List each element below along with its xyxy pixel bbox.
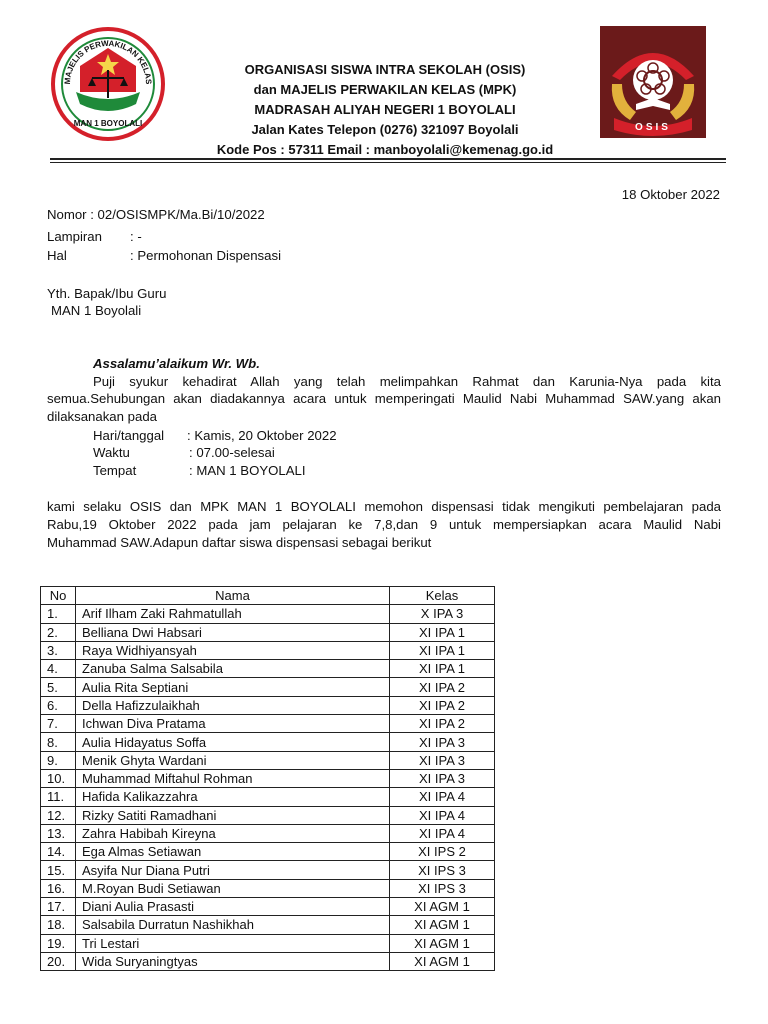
student-name: Asyifa Nur Diana Putri	[76, 861, 390, 879]
letterhead	[170, 60, 600, 160]
student-name: M.Royan Budi Setiawan	[76, 879, 390, 897]
student-class: XI IPA 1	[390, 623, 495, 641]
student-class: XI IPA 3	[390, 751, 495, 769]
student-class: X IPA 3	[390, 605, 495, 623]
table-row	[41, 641, 495, 659]
student-class: XI IPS 3	[390, 861, 495, 879]
student-name: Menik Ghyta Wardani	[76, 751, 390, 769]
row-number: 20.	[41, 952, 76, 970]
row-number: 16.	[41, 879, 76, 897]
letterhead-line3: MADRASAH ALIYAH NEGERI 1 BOYOLALI	[254, 102, 516, 117]
paragraph1-line3: dilaksanakan pada	[47, 409, 157, 424]
table-row	[41, 952, 495, 970]
row-number: 4.	[41, 660, 76, 678]
student-name: Hafida Kalikazzahra	[76, 788, 390, 806]
table-row	[41, 824, 495, 842]
student-class: XI IPA 1	[390, 641, 495, 659]
student-class: XI IPA 1	[390, 660, 495, 678]
row-number: 12.	[41, 806, 76, 824]
table-row	[41, 806, 495, 824]
student-class: XI IPS 3	[390, 879, 495, 897]
student-name: Della Hafizzulaikhah	[76, 696, 390, 714]
mpk-bottom-text: MAN 1 BOYOLALI	[73, 119, 143, 128]
header-no: No	[41, 587, 76, 605]
table-row	[41, 751, 495, 769]
hal-label: Hal	[47, 248, 67, 263]
student-name: Ega Almas Setiawan	[76, 843, 390, 861]
letter-date: 18 Oktober 2022	[621, 187, 720, 202]
student-name: Belliana Dwi Habsari	[76, 623, 390, 641]
student-class: XI IPA 4	[390, 824, 495, 842]
student-class: XI IPA 4	[390, 788, 495, 806]
letter-number: Nomor : 02/OSISMPK/Ma.Bi/10/2022	[47, 207, 265, 222]
row-number: 5.	[41, 678, 76, 696]
table-row	[41, 843, 495, 861]
row-number: 2.	[41, 623, 76, 641]
table-row	[41, 605, 495, 623]
student-class: XI AGM 1	[390, 934, 495, 952]
student-class: XI AGM 1	[390, 898, 495, 916]
student-name: Rizky Satiti Ramadhani	[76, 806, 390, 824]
student-class: XI AGM 1	[390, 952, 495, 970]
recipient-line2: MAN 1 Boyolali	[51, 303, 142, 318]
student-class: XI IPA 4	[390, 806, 495, 824]
student-name: Ichwan Diva Pratama	[76, 715, 390, 733]
student-name: Salsabila Durratun Nashikhah	[76, 916, 390, 934]
mpk-ring-text: MAJELIS PERWAKILAN KELAS	[62, 38, 154, 85]
table-header-row	[41, 587, 495, 605]
row-number: 8.	[41, 733, 76, 751]
waktu-value: : 07.00-selesai	[189, 445, 275, 460]
student-name: Wida Suryaningtyas	[76, 952, 390, 970]
student-name: Arif Ilham Zaki Rahmatullah	[76, 605, 390, 623]
letterhead-line1: ORGANISASI SISWA INTRA SEKOLAH (OSIS)	[244, 62, 526, 77]
table-row	[41, 788, 495, 806]
paragraph2-line3: Muhammad SAW.Adapun daftar siswa dispensasi sebagai berikut	[47, 535, 432, 550]
paragraph1-line2: semua.Sehubungan akan diadakannya acara untuk memperingati Maulid Nabi Muhammad SAW.yang akan	[47, 391, 721, 406]
row-number: 7.	[41, 715, 76, 733]
table-row	[41, 934, 495, 952]
student-table	[40, 586, 495, 971]
hari-label: Hari/tanggal	[93, 428, 165, 443]
student-class: XI IPA 3	[390, 769, 495, 787]
student-class: XI IPA 2	[390, 715, 495, 733]
letterhead-rule-thin	[50, 162, 726, 163]
table-row	[41, 733, 495, 751]
student-name: Aulia Rita Septiani	[76, 678, 390, 696]
table-row	[41, 861, 495, 879]
header-nama: Nama	[76, 587, 390, 605]
osis-logo	[600, 26, 706, 138]
row-number: 14.	[41, 843, 76, 861]
osis-ribbon-text: OSIS	[635, 122, 671, 133]
greeting: Assalamu’alaikum Wr. Wb.	[93, 356, 260, 371]
paragraph2-line2: Rabu,19 Oktober 2022 pada jam pelajaran ke 7,8,dan 9 untuk mempersiapkan acara Maulid Nabi	[47, 517, 721, 532]
student-name: Muhammad Miftahul Rohman	[76, 769, 390, 787]
tempat-label: Tempat	[93, 463, 137, 478]
row-number: 15.	[41, 861, 76, 879]
row-number: 13.	[41, 824, 76, 842]
table-row	[41, 660, 495, 678]
row-number: 1.	[41, 605, 76, 623]
student-name: Tri Lestari	[76, 934, 390, 952]
table-row	[41, 916, 495, 934]
waktu-label: Waktu	[93, 445, 130, 460]
recipient-line1: Yth. Bapak/Ibu Guru	[47, 286, 167, 301]
header-kelas: Kelas	[390, 587, 495, 605]
row-number: 11.	[41, 788, 76, 806]
student-class: XI IPA 3	[390, 733, 495, 751]
row-number: 9.	[41, 751, 76, 769]
student-name: Diani Aulia Prasasti	[76, 898, 390, 916]
student-name: Zahra Habibah Kireyna	[76, 824, 390, 842]
table-row	[41, 769, 495, 787]
hari-value: : Kamis, 20 Oktober 2022	[187, 428, 337, 443]
letterhead-line2: dan MAJELIS PERWAKILAN KELAS (MPK)	[253, 82, 517, 97]
student-class: XI IPA 2	[390, 678, 495, 696]
tempat-value: : MAN 1 BOYOLALI	[189, 463, 306, 478]
table-row	[41, 696, 495, 714]
table-row	[41, 678, 495, 696]
table-row	[41, 879, 495, 897]
mpk-logo	[50, 26, 166, 142]
row-number: 3.	[41, 641, 76, 659]
row-number: 18.	[41, 916, 76, 934]
hal-value: : Permohonan Dispensasi	[130, 248, 282, 263]
lampiran-label: Lampiran	[47, 229, 102, 244]
student-name: Raya Widhiyansyah	[76, 641, 390, 659]
paragraph2-line1: kami selaku OSIS dan MPK MAN 1 BOYOLALI memohon dispensasi tidak mengikuti pembelajaran pada	[47, 499, 721, 514]
letterhead-rule-thick	[50, 158, 726, 160]
letterhead-line5: Kode Pos : 57311 Email : manboyolali@kemenag.go.id	[216, 142, 554, 157]
table-row	[41, 623, 495, 641]
student-class: XI IPA 2	[390, 696, 495, 714]
student-class: XI IPS 2	[390, 843, 495, 861]
letterhead-line4: Jalan Kates Telepon (0276) 321097 Boyolali	[251, 122, 519, 137]
paragraph1-line1: Puji syukur kehadirat Allah yang telah melimpahkan Rahmat dan Karunia-Nya pada kita	[93, 374, 721, 389]
row-number: 10.	[41, 769, 76, 787]
table-row	[41, 715, 495, 733]
table-row	[41, 898, 495, 916]
row-number: 6.	[41, 696, 76, 714]
student-name: Aulia Hidayatus Soffa	[76, 733, 390, 751]
row-number: 19.	[41, 934, 76, 952]
row-number: 17.	[41, 898, 76, 916]
student-name: Zanuba Salma Salsabila	[76, 660, 390, 678]
student-class: XI AGM 1	[390, 916, 495, 934]
lampiran-value: : -	[130, 229, 142, 244]
